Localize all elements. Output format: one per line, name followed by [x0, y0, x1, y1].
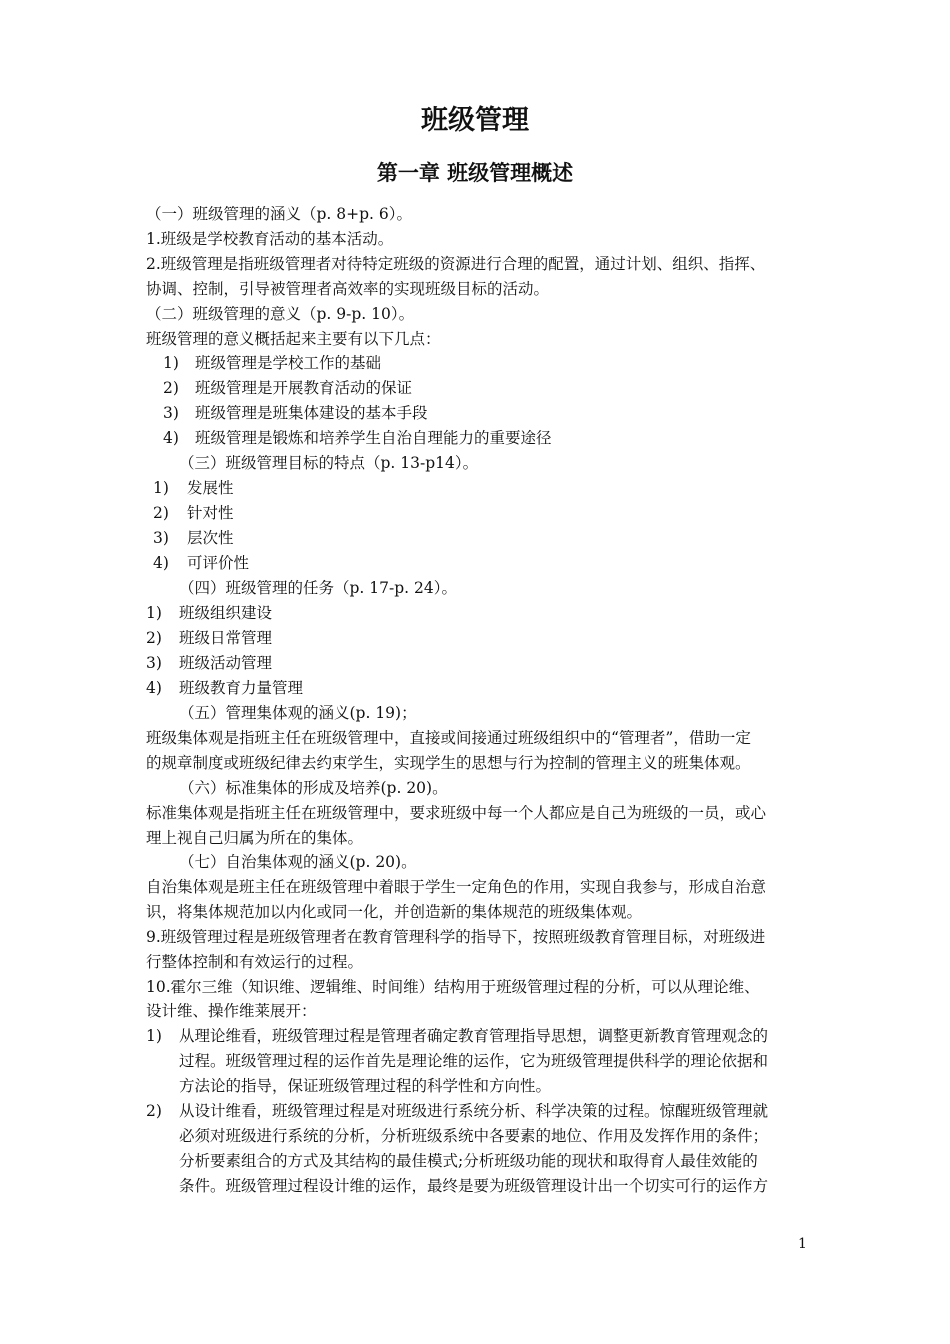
list-item: 班级教育力量管理	[179, 679, 304, 697]
list-item-line: 方法论的指导，保证班级管理过程的科学性和方向性。	[179, 1077, 552, 1095]
list-number: 3)	[153, 529, 169, 547]
section-heading: （六）标准集体的形成及培养(p. 20)。	[179, 779, 448, 797]
list-number: 4)	[163, 429, 179, 447]
paragraph-line: 识，将集体规范加以内化或同一化，并创造新的集体规范的班级集体观。	[146, 903, 643, 921]
paragraph-line: 班级管理的意义概括起来主要有以下几点：	[146, 330, 441, 348]
paragraph-line: 10.霍尔三维（知识维、逻辑维、时间维）结构用于班级管理过程的分析，可以从理论维、	[146, 978, 760, 996]
list-number: 4)	[153, 554, 169, 572]
list-number: 2)	[163, 379, 179, 397]
document-title: 班级管理	[421, 105, 529, 136]
list-item: 班级日常管理	[179, 629, 273, 647]
paragraph-line: 班级集体观是指班主任在班级管理中，直接或间接通过班级组织中的“管理者”，借助一定	[146, 729, 751, 747]
list-item-line: 条件。班级管理过程设计维的运作，最终是要为班级管理设计出一个切实可行的运作方	[179, 1177, 769, 1195]
list-item: 层次性	[187, 529, 234, 547]
list-item-line: 从设计维看，班级管理过程是对班级进行系统分析、科学决策的过程。惊醒班级管理就	[179, 1102, 769, 1120]
page-number: 1	[798, 1236, 807, 1252]
section-heading: （一）班级管理的涵义（p. 8+p. 6）。	[146, 205, 413, 223]
list-number: 3)	[163, 404, 179, 422]
list-item-line: 从理论维看，班级管理过程是管理者确定教育管理指导思想，调整更新教育管理观念的	[179, 1027, 769, 1045]
paragraph-line: 理上视自己归属为所在的集体。	[146, 829, 364, 847]
section-heading: （五）管理集体观的涵义(p. 19)；	[179, 704, 417, 722]
list-number: 1)	[146, 604, 162, 622]
list-item: 发展性	[187, 479, 234, 497]
list-item: 可评价性	[187, 554, 250, 572]
list-item: 班级管理是学校工作的基础	[195, 354, 382, 372]
paragraph-line: 行整体控制和有效运行的过程。	[146, 953, 364, 971]
list-number: 2)	[146, 629, 162, 647]
list-number: 1)	[153, 479, 169, 497]
section-heading: （七）自治集体观的涵义(p. 20)。	[179, 853, 417, 871]
paragraph-line: 设计维、操作维莱展开：	[146, 1002, 317, 1020]
list-item: 班级管理是开展教育活动的保证	[195, 379, 413, 397]
paragraph-line: 协调、控制，引导被管理者高效率的实现班级目标的活动。	[146, 280, 550, 298]
list-number: 1)	[163, 354, 179, 372]
chapter-heading: 第一章 班级管理概述	[376, 161, 574, 185]
paragraph-line: 自治集体观是班主任在班级管理中着眼于学生一定角色的作用，实现自我参与，形成自治意	[146, 878, 767, 896]
section-heading: （三）班级管理目标的特点（p. 13-p14）。	[179, 454, 479, 472]
list-number: 2)	[146, 1102, 162, 1120]
list-item: 班级组织建设	[179, 604, 273, 622]
section-heading: （二）班级管理的意义（p. 9-p. 10）。	[146, 305, 415, 323]
list-item-line: 分析要素组合的方式及其结构的最佳模式;分析班级功能的现状和取得育人最佳效能的	[179, 1152, 758, 1170]
section-heading: （四）班级管理的任务（p. 17-p. 24）。	[179, 579, 457, 597]
list-item: 班级管理是锻炼和培养学生自治自理能力的重要途径	[195, 429, 552, 447]
paragraph-line: 1.班级是学校教育活动的基本活动。	[146, 230, 394, 248]
list-number: 2)	[153, 504, 169, 522]
list-number: 4)	[146, 679, 162, 697]
list-item: 班级管理是班集体建设的基本手段	[195, 404, 428, 422]
paragraph-line: 9.班级管理过程是班级管理者在教育管理科学的指导下，按照班级教育管理目标，对班级进	[146, 928, 766, 946]
list-item-line: 必须对班级进行系统的分析，分析班级系统中各要素的地位、作用及发挥作用的条件；	[179, 1127, 769, 1145]
list-number: 3)	[146, 654, 162, 672]
paragraph-line: 2.班级管理是指班级管理者对待特定班级的资源进行合理的配置，通过计划、组织、指挥、	[146, 255, 766, 273]
paragraph-line: 标准集体观是指班主任在班级管理中，要求班级中每一个人都应是自己为班级的一员，或心	[146, 804, 767, 822]
list-item: 班级活动管理	[179, 654, 273, 672]
paragraph-line: 的规章制度或班级纪律去约束学生，实现学生的思想与行为控制的管理主义的班集体观。	[146, 754, 751, 772]
list-number: 1)	[146, 1027, 162, 1045]
list-item: 针对性	[187, 504, 234, 522]
list-item-line: 过程。班级管理过程的运作首先是理论维的运作，它为班级管理提供科学的理论依据和	[179, 1052, 769, 1070]
